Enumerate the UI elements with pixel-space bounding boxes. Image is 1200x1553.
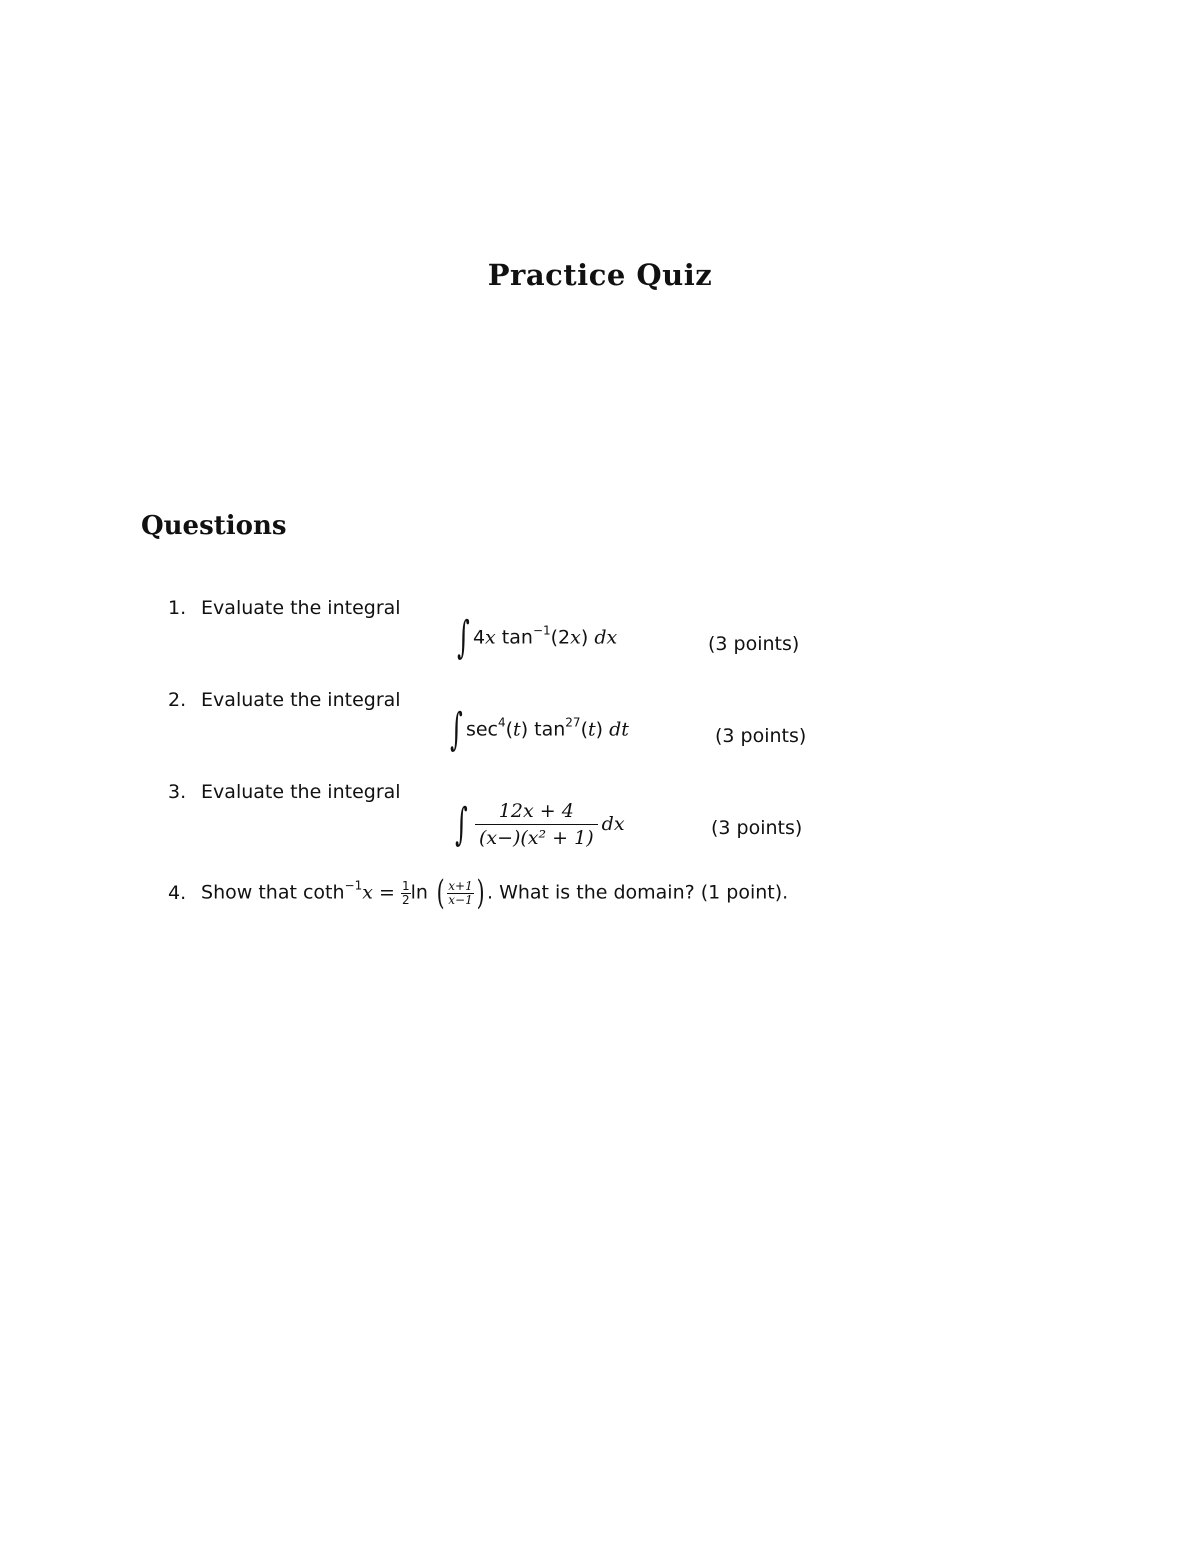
points-label: (3 points) [715,725,807,747]
integral-3: ∫ $\frac{12x + 4}{\text{(x−)(x² + 1)}}$ dx [455,798,625,850]
question-4: 4. Show that coth$^{-1}$x = $\frac{1}{2}$ ln ( $\frac{x+1}{x-1}$ ) . What is the domain? (1 point). [168,873,789,913]
question-number: 4. [168,881,187,904]
integral-sign-icon: ∫ [455,798,468,850]
right-paren-icon: ) [476,873,485,913]
integral-sign-icon: ∫ [457,612,470,663]
fraction: $\frac{12x + 4}{\text{(x−)(x² + 1)}}$ [475,800,598,849]
fraction-half: $\frac{1}{2}$ [401,878,410,907]
integral-sign-icon: ∫ [450,704,463,755]
question-2 [168,689,401,711]
question-prompt: Evaluate the integral [201,597,401,619]
question-prompt: Evaluate the integral [201,689,401,711]
question-number: 2. [168,689,187,711]
page-title: Practice Quiz [487,258,713,292]
points-label: (3 points) [708,633,800,655]
integral-1: ∫ 4x $\tan^{-1}(2x)$ dx [457,612,618,663]
fraction-coth: $\frac{x+1}{x-1}$ [448,878,473,907]
left-paren-icon: ( [436,873,445,913]
points-label: (3 points) [711,817,803,839]
integral-2: ∫ $\sec^4(t)$ $\tan^{27}(t)$ dt [450,704,629,755]
section-heading-questions: Questions [141,511,287,541]
question-1 [168,597,401,619]
question-number: 3. [168,781,187,803]
question-number: 1. [168,597,187,619]
question-prompt: Evaluate the integral [201,781,401,803]
question-3 [168,781,401,803]
